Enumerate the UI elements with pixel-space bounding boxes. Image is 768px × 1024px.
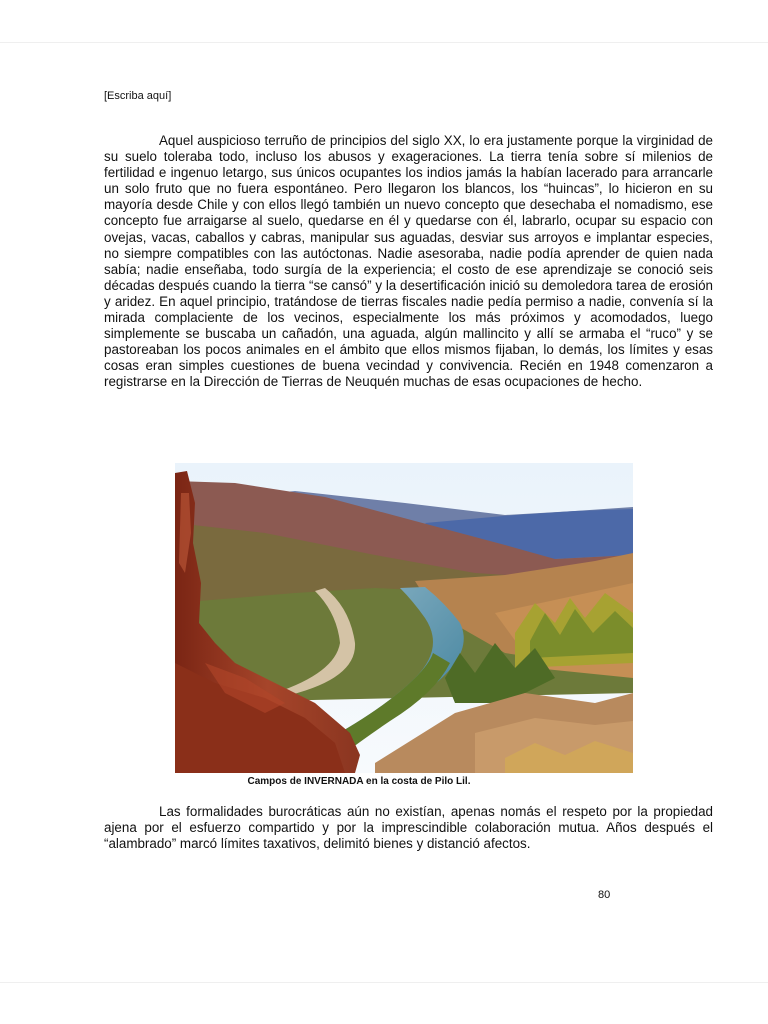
page-number: 80: [598, 889, 611, 901]
bottom-divider: [0, 982, 768, 983]
landscape-photo: [175, 463, 633, 773]
header-placeholder: [Escriba aquí]: [104, 90, 172, 102]
figure-caption: Campos de INVERNADA en la costa de Pilo Lil.: [247, 776, 471, 787]
paragraph-1: Aquel auspicioso terruño de principios del siglo XX, lo era justamente porque la virginidad de su suelo toleraba todo, incluso los abusos y exageraciones. La tierra tenía sobre sí milenios de fertilidad e ingenuo letargo, sus únicos ocupantes los indios jamás la habían lacerado para arrancarle un solo fruto que no fuera espontáneo. Pero llegaron los blancos, los “huincas”, lo hicieron en su mayoría desde Chile y con ellos llegó también un nuevo concepto que desechaba el nomadismo, ese concepto fue arraigarse al suelo, quedarse en él y quedarse con él, labrarlo, ocupar su espacio con ovejas, vacas, caballos y cabras, manipular sus aguadas, desviar sus arroyos e implantar especies, no siempre compatibles con las autóctonas. Nadie asesoraba, nadie podía aprender de quien nada sabía; nadie enseñaba, todo surgía de la experiencia; el costo de ese aprendizaje se conoció seis décadas después cuando la tierra “se cansó” y la desertificación inició su demoledora tarea de erosión y aridez. En aquel principio, tratándose de tierras fiscales nadie pedía permiso a nadie, convenía sí la mirada complaciente de los vecinos, especialmente los más próximos y acomodados, luego simplemente se buscaba un cañadón, una aguada, algún mallincito y allí se armaba el “ruco” y se pastoreaban los pocos animales en el ámbito que ellos mismos fijaban, lo demás, los límites y esas cosas eran simples cuestiones de buena vecindad y convivencia. Recién en 1948 comenzaron a registrarse en la Dirección de Tierras de Neuquén muchas de esas ocupaciones de hecho.: [104, 133, 713, 390]
top-divider: [0, 42, 768, 43]
paragraph-2: Las formalidades burocráticas aún no existían, apenas nomás el respeto por la propiedad ajena por el esfuerzo compartido y por la imprescindible colaboración mutua. Años después el “alambrado” marcó límites taxativos, delimitó bienes y distanció afectos.: [104, 804, 713, 852]
